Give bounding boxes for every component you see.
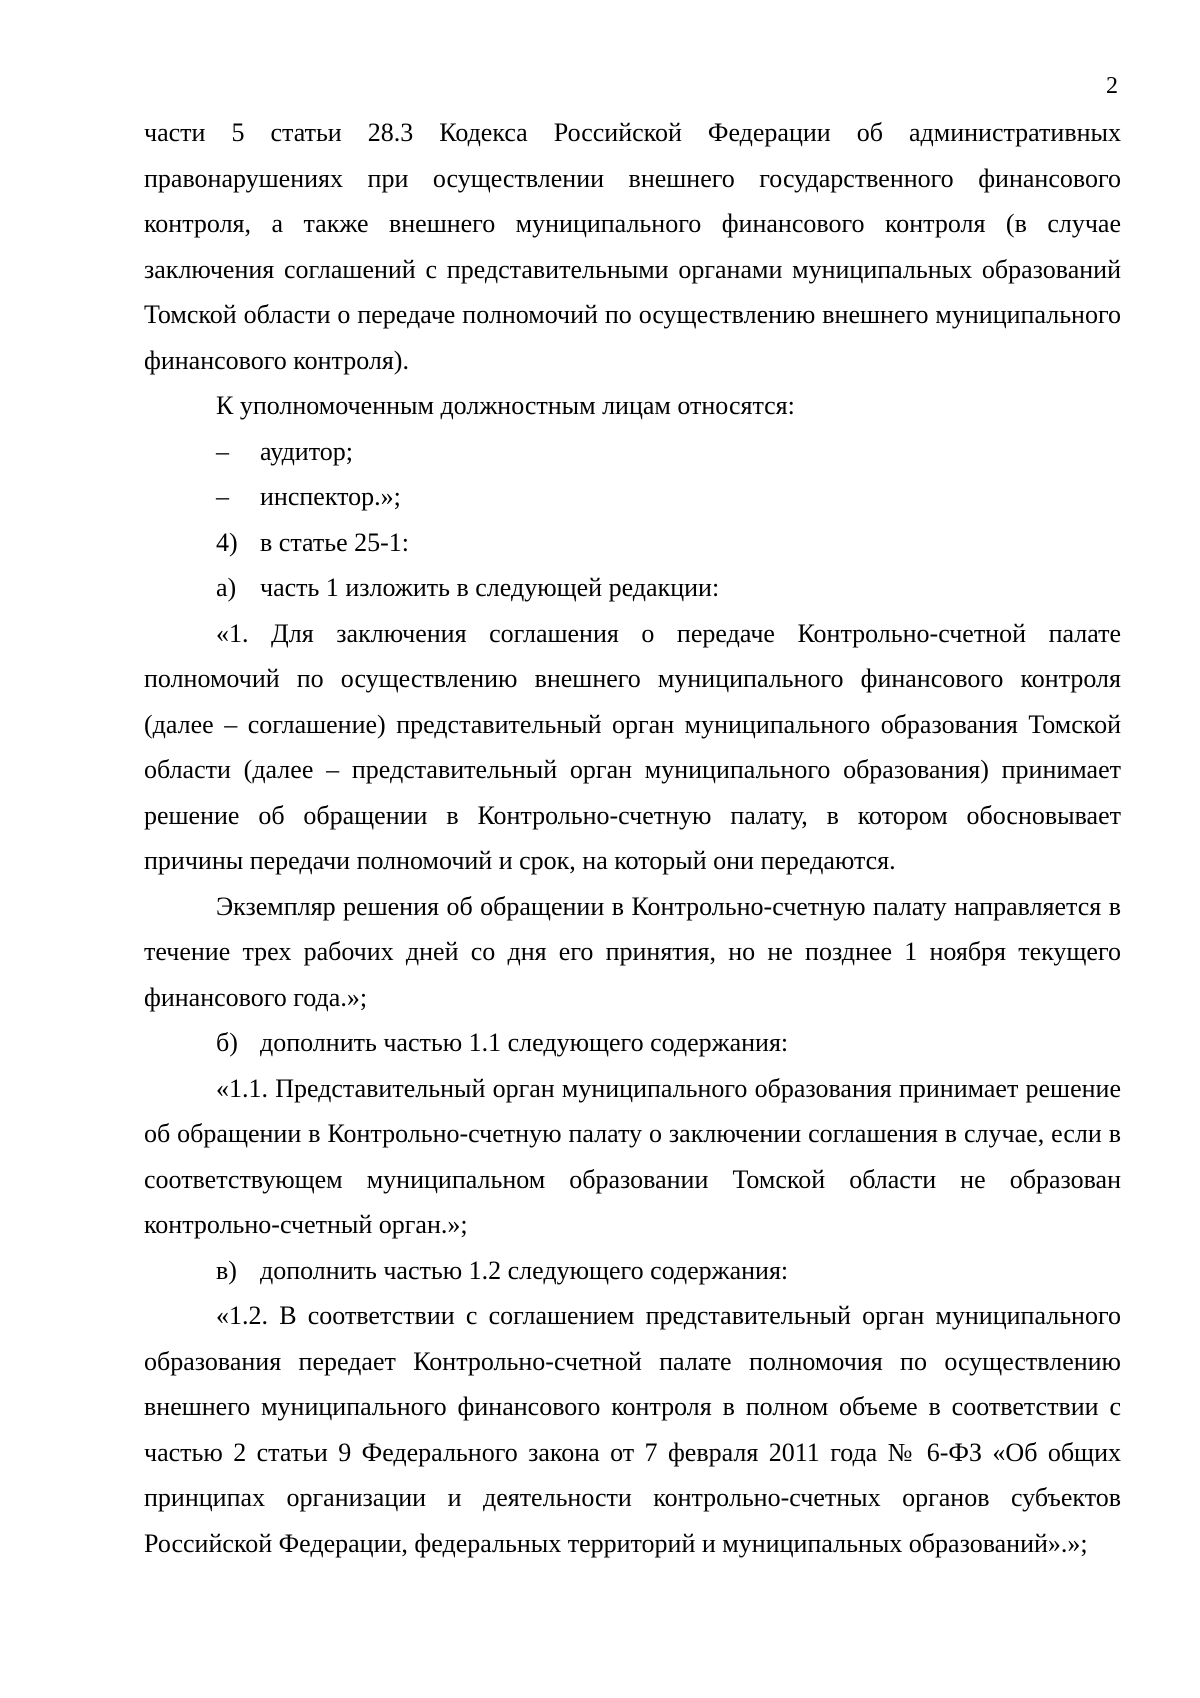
- paragraph-copy-of-decision: Экземпляр решения об обращении в Контрольно-счетную палату направляется в течение трех рабочих дней со дня его принятия, но не позднее 1 ноября текущего финансового года.»;: [144, 891, 1121, 1012]
- paragraph-part-1-2: «1.2. В соответствии с соглашением представительный орган муниципального образования передает Контрольно-счетной палате полномочия по осуществлению внешнего муниципального финансового контроля в полном объеме в соответствии с частью 2 статьи 9 Федерального закона от 7 февраля 2011 года № 6-ФЗ «Об общих принципах организации и деятельности контрольно-счетных органов субъектов Российской Федерации, федеральных территорий и муниципальных образований».»;: [144, 1301, 1121, 1558]
- paragraph-part-1-1: «1.1. Представительный орган муниципального образования принимает решение об обращении в Контрольно-счетную палату о заключении соглашения в случае, если в соответствующем муниципальном образовании Томской области не образован контрольно-счетный орган.»;: [144, 1073, 1121, 1239]
- list-item-a: [144, 565, 1121, 611]
- item-letter: б): [216, 1028, 238, 1057]
- dash-marker: –: [216, 436, 229, 466]
- list-item-4: [144, 520, 1121, 566]
- list-item-auditor: [144, 429, 1121, 475]
- item-letter: а): [216, 573, 237, 602]
- paragraph-part-1: «1. Для заключения соглашения о передаче Контрольно-счетной палате полномочий по осуществлению внешнего муниципального финансового контроля (далее – соглашение) представительный орган муниципального образования Томской области (далее – представительный орган муниципального образования) принимает решение об обращении в Контрольно-счетную палату, в котором обосновывает причины передачи полномочий и срок, на который они передаются.: [144, 618, 1121, 875]
- list-item-inspector: [144, 474, 1121, 520]
- document-body: [144, 110, 1121, 1566]
- list-item-text: часть 1 изложить в следующей редакции:: [260, 573, 720, 602]
- list-item-text: инспектор.»;: [260, 482, 401, 511]
- list-item-v: [144, 1248, 1121, 1294]
- paragraph-officials-intro: К уполномоченным должностным лицам относятся:: [216, 391, 795, 420]
- list-item-text: дополнить частью 1.1 следующего содержания:: [260, 1028, 789, 1057]
- list-item-text: аудитор;: [260, 436, 353, 466]
- page-number: 2: [1106, 73, 1118, 99]
- paragraph-continuation: части 5 статьи 28.3 Кодекса Российской Федерации об административных правонарушениях при осуществлении внешнего государственного финансового контроля, а также внешнего муниципального финансового контроля (в случае заключения соглашений с представительными органами муниципальных образований Томской области о передаче полномочий по осуществлению внешнего муниципального финансового контроля).: [144, 118, 1121, 375]
- item-number: 4): [216, 527, 238, 557]
- list-item-text: дополнить частью 1.2 следующего содержания:: [260, 1255, 789, 1285]
- list-item-text: в статье 25-1:: [260, 527, 410, 557]
- dash-marker: –: [216, 482, 229, 511]
- list-item-b: [144, 1020, 1121, 1066]
- item-letter: в): [216, 1255, 237, 1285]
